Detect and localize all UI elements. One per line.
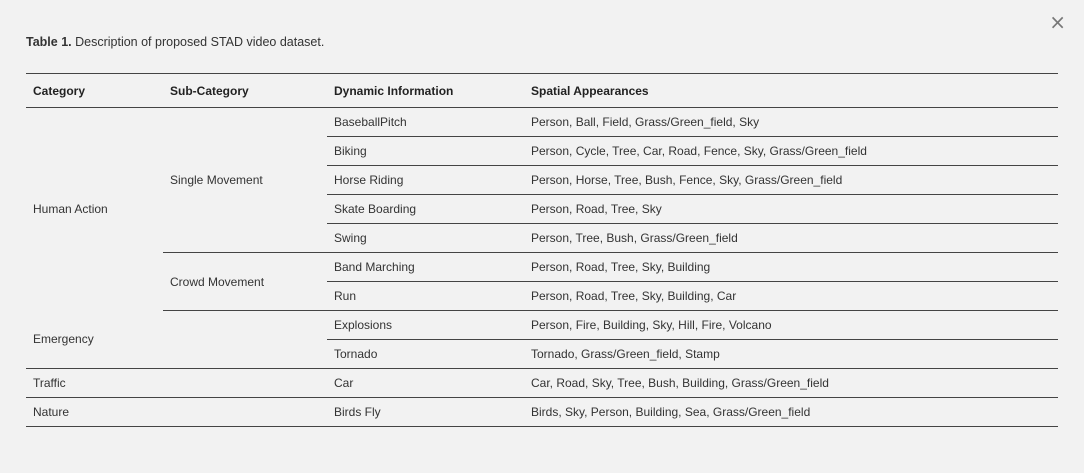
spatial-cell: Person, Road, Tree, Sky, Building — [524, 253, 1058, 282]
spatial-cell: Birds, Sky, Person, Building, Sea, Grass/Green_field — [524, 398, 1058, 427]
dynamic-cell: Run — [327, 282, 524, 311]
close-button[interactable] — [1045, 10, 1070, 34]
spatial-cell: Person, Horse, Tree, Bush, Fence, Sky, Grass/Green_field — [524, 166, 1058, 195]
category-cell: Human Action — [33, 202, 108, 217]
dynamic-cell: Swing — [327, 224, 524, 253]
spatial-cell: Person, Road, Tree, Sky — [524, 195, 1058, 224]
dynamic-cell: Car — [327, 369, 524, 398]
sub-category-cell — [163, 398, 327, 427]
table-header-row — [26, 74, 1058, 108]
spatial-cell: Person, Cycle, Tree, Car, Road, Fence, Sky, Grass/Green_field — [524, 137, 1058, 166]
dynamic-cell: Explosions — [327, 311, 524, 340]
sub-category-cell: Crowd Movement — [163, 253, 327, 311]
dynamic-cell: BaseballPitch — [327, 108, 524, 137]
table-caption — [26, 35, 324, 49]
table-row — [26, 108, 1058, 137]
spatial-cell: Tornado, Grass/Green_field, Stamp — [524, 340, 1058, 369]
dataset-table-container — [26, 73, 1058, 427]
spatial-cell: Person, Road, Tree, Sky, Building, Car — [524, 282, 1058, 311]
spatial-cell: Person, Fire, Building, Sky, Hill, Fire, Volcano — [524, 311, 1058, 340]
dataset-table — [26, 73, 1058, 427]
dynamic-cell: Skate Boarding — [327, 195, 524, 224]
category-cell: Nature — [26, 398, 163, 427]
spatial-cell: Person, Ball, Field, Grass/Green_field, Sky — [524, 108, 1058, 137]
sub-category-cell — [163, 369, 327, 398]
table-row — [26, 311, 1058, 340]
dynamic-cell: Horse Riding — [327, 166, 524, 195]
header-category: Category — [33, 83, 86, 98]
dynamic-cell: Birds Fly — [327, 398, 524, 427]
table-row — [26, 369, 1058, 398]
table-row — [26, 253, 1058, 282]
category-cell: Traffic — [26, 369, 163, 398]
dynamic-cell: Tornado — [327, 340, 524, 369]
dynamic-cell: Band Marching — [327, 253, 524, 282]
caption-text: Description of proposed STAD video dataset. — [75, 35, 325, 49]
caption-label: Table 1. — [26, 35, 72, 49]
spatial-cell: Person, Tree, Bush, Grass/Green_field — [524, 224, 1058, 253]
close-icon: × — [1049, 10, 1066, 34]
header-dynamic-information: Dynamic Information — [334, 83, 454, 98]
sub-category-cell: Single Movement — [163, 108, 327, 253]
sub-category-cell — [163, 311, 327, 369]
dynamic-cell: Biking — [327, 137, 524, 166]
header-spatial-appearances: Spatial Appearances — [531, 83, 649, 98]
header-sub-category: Sub-Category — [170, 83, 249, 98]
spatial-cell: Car, Road, Sky, Tree, Bush, Building, Grass/Green_field — [524, 369, 1058, 398]
table-row — [26, 398, 1058, 427]
category-cell: Emergency — [26, 311, 163, 369]
